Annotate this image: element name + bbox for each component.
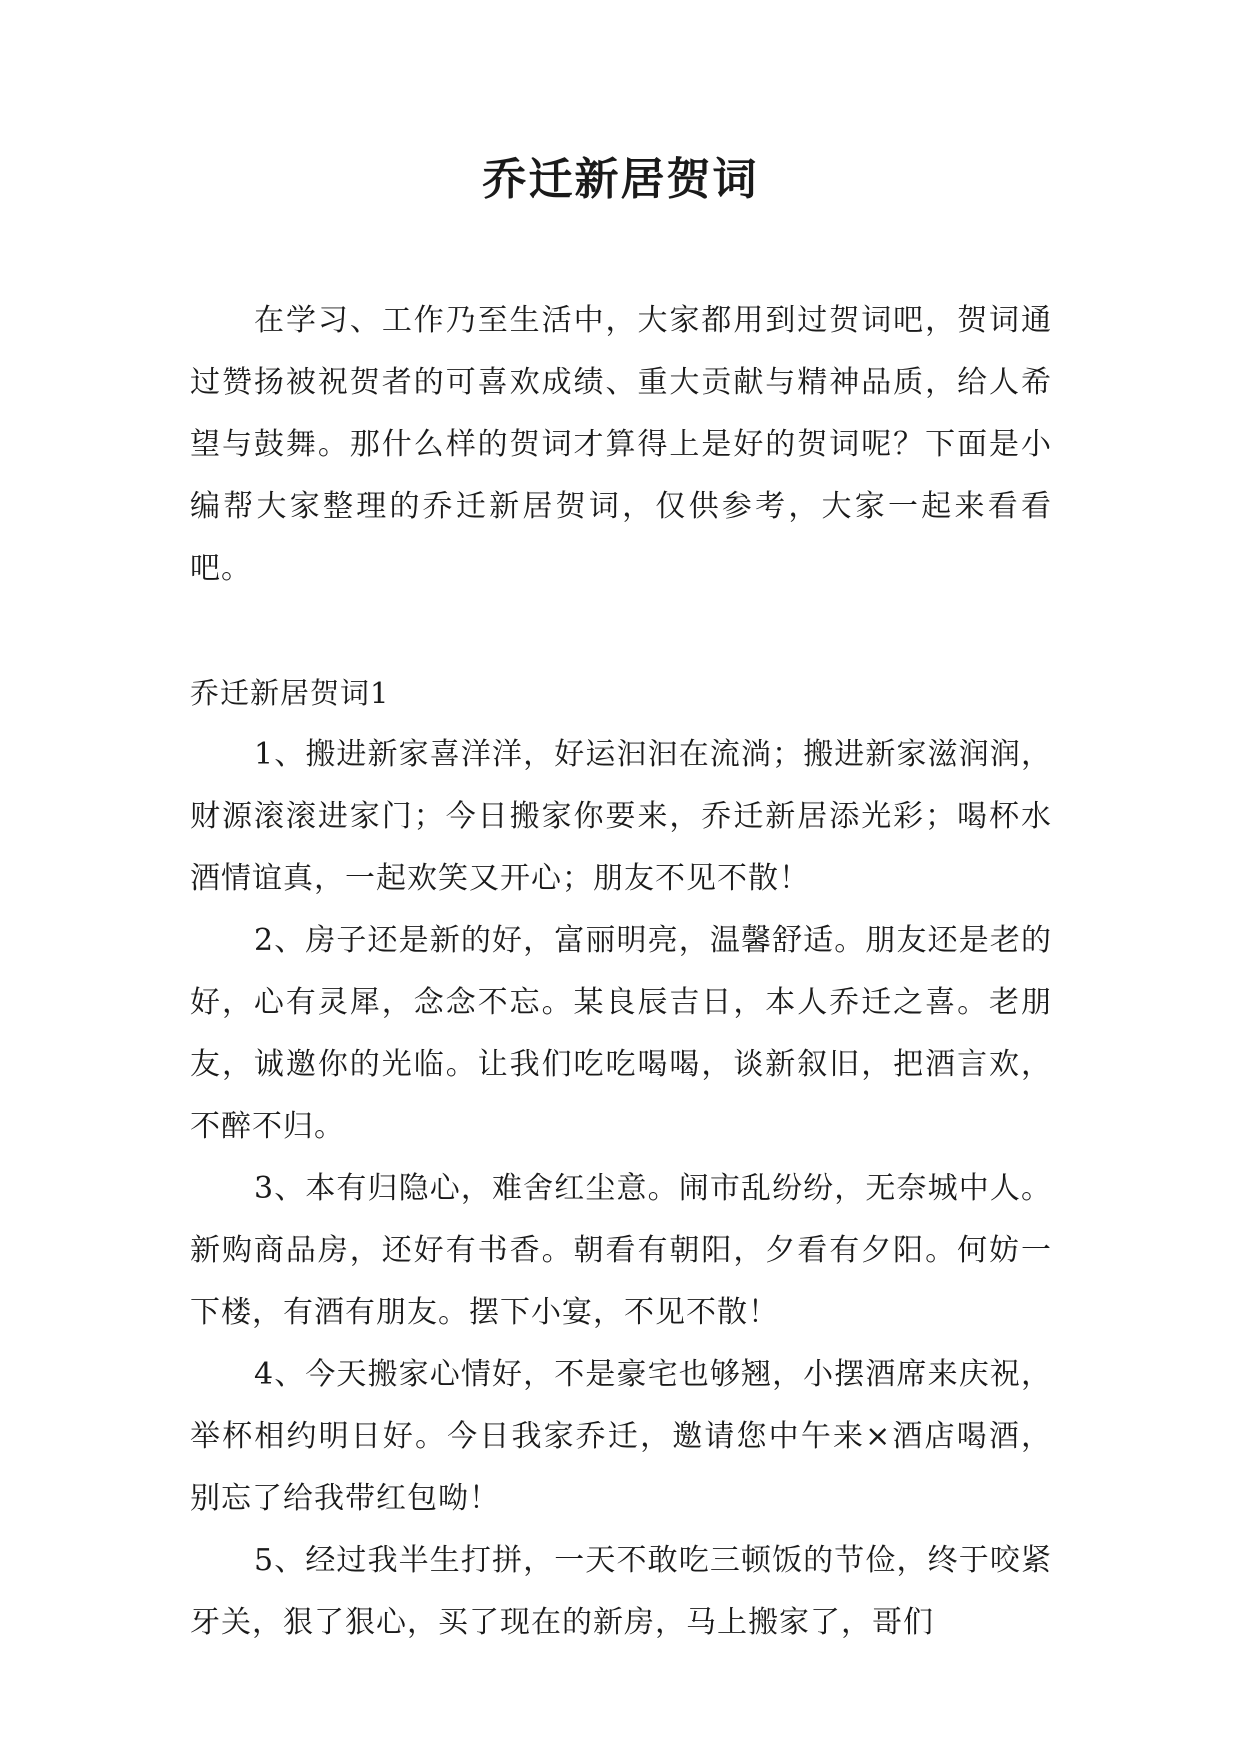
intro-paragraph: 在学习、工作乃至生活中，大家都用到过贺词吧，贺词通过赞扬被祝贺者的可喜欢成绩、重大贡献与精神品质，给人希望与鼓舞。那什么样的贺词才算得上是好的贺词呢？下面是小编帮大家整理的乔迁新居贺词，仅供参考，大家一起来看看吧。: [190, 303, 1052, 586]
document-body: [190, 290, 1052, 1654]
greeting-item-5: 5、经过我半生打拼，一天不敢吃三顿饭的节俭，终于咬紧牙关，狠了狠心，买了现在的新房，马上搬家了，哥们: [190, 1543, 1052, 1640]
greeting-item-3: 3、本有归隐心，难舍红尘意。闹市乱纷纷，无奈城中人。新购商品房，还好有书香。朝看有朝阳，夕看有夕阳。何妨一下楼，有酒有朋友。摆下小宴，不见不散！: [190, 1171, 1052, 1330]
document-title: 乔迁新居贺词: [482, 154, 759, 205]
section-heading: 乔迁新居贺词1: [190, 676, 390, 710]
greeting-item-4: 4、今天搬家心情好，不是豪宅也够翘，小摆酒席来庆祝，举杯相约明日好。今日我家乔迁，邀请您中午来×酒店喝酒，别忘了给我带红包呦！: [190, 1357, 1052, 1516]
greeting-item-1: 1、搬进新家喜洋洋，好运汩汩在流淌；搬进新家滋润润，财源滚滚进家门；今日搬家你要来，乔迁新居添光彩；喝杯水酒情谊真，一起欢笑又开心；朋友不见不散！: [190, 737, 1052, 896]
greeting-item-2: 2、房子还是新的好，富丽明亮，温馨舒适。朋友还是老的好，心有灵犀，念念不忘。某良辰吉日，本人乔迁之喜。老朋友，诚邀你的光临。让我们吃吃喝喝，谈新叙旧，把酒言欢，不醉不归。: [190, 923, 1052, 1144]
paragraph-spacer: [190, 600, 1052, 662]
